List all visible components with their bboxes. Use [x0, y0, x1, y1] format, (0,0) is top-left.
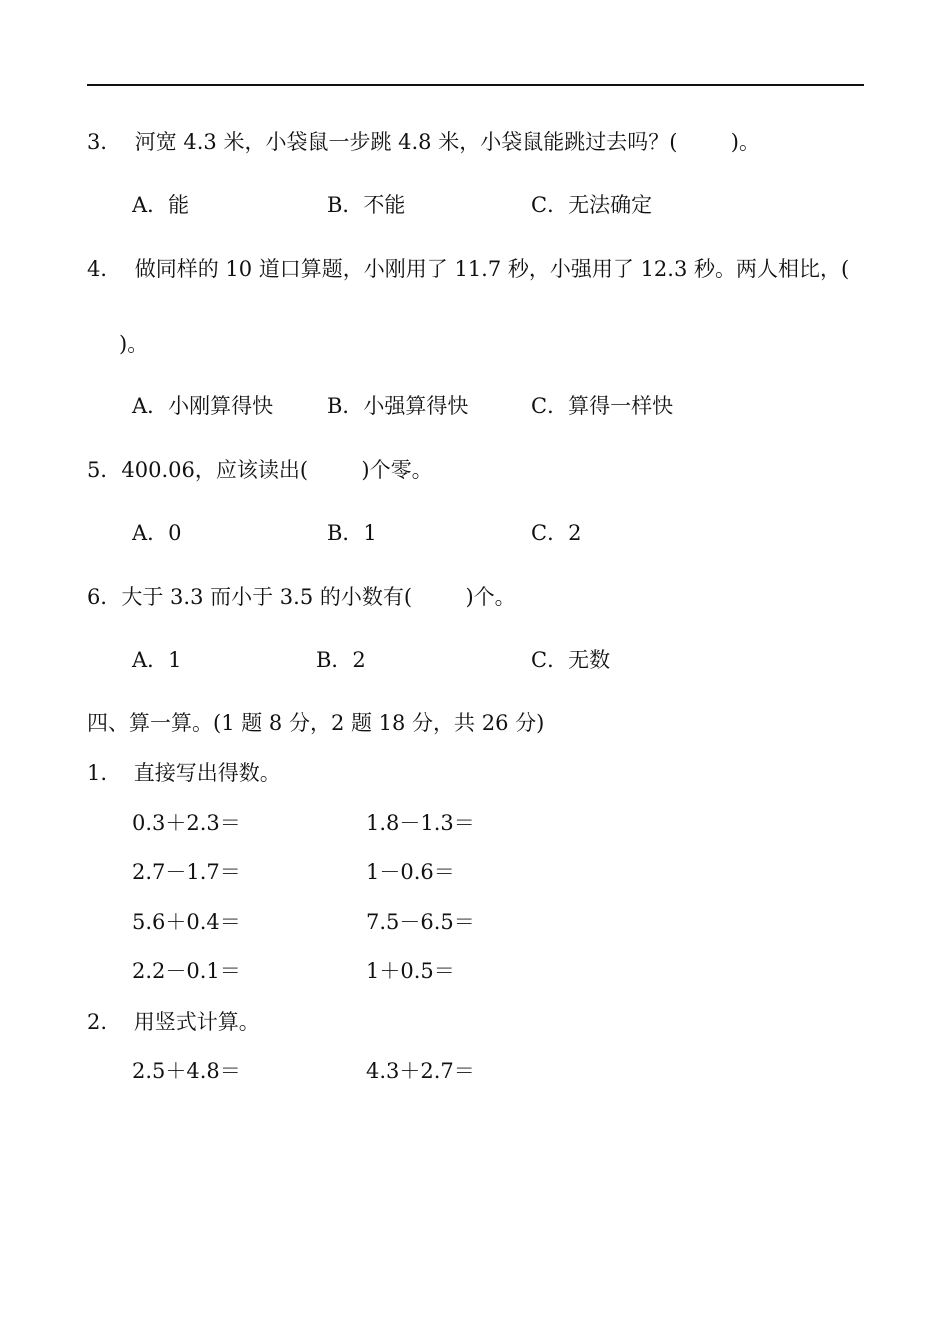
top-rule [87, 84, 864, 86]
question-5: 5．400.06，应该读出( )个零。 [87, 458, 433, 482]
question-6: 6．大于 3.3 而小于 3.5 的小数有( )个。 [87, 585, 516, 609]
calc-item: 0.3＋2.3＝ [132, 811, 241, 835]
calc-item: 2.2－0.1＝ [132, 959, 241, 983]
calc-item: 5.6＋0.4＝ [132, 910, 241, 934]
vertical-calc-item: 2.5＋4.8＝ [132, 1059, 241, 1083]
vertical-calc-item: 4.3＋2.7＝ [366, 1059, 475, 1083]
question-4-line2: )。 [119, 332, 149, 356]
section-4-sub2-label: 2. 用竖式计算。 [87, 1010, 260, 1034]
section-4-title: 四、算一算。(1 题 8 分，2 题 18 分，共 26 分) [87, 711, 545, 735]
q5-option-a: A．0 [132, 521, 182, 545]
q6-option-b: B．2 [316, 648, 366, 672]
calc-item: 1＋0.5＝ [366, 959, 455, 983]
question-3: 3． 河宽 4.3 米，小袋鼠一步跳 4.8 米，小袋鼠能跳过去吗？( )。 [87, 130, 760, 154]
calc-item: 1－0.6＝ [366, 860, 455, 884]
calc-item: 1.8－1.3＝ [366, 811, 475, 835]
section-4-sub1-label: 1. 直接写出得数。 [87, 761, 281, 785]
q3-option-c: C．无法确定 [531, 193, 653, 217]
q4-option-a: A．小刚算得快 [132, 394, 274, 418]
q6-option-c: C．无数 [531, 648, 611, 672]
q5-option-c: C．2 [531, 521, 582, 545]
q4-option-c: C．算得一样快 [531, 394, 674, 418]
calc-item: 7.5－6.5＝ [366, 910, 475, 934]
q3-option-a: A．能 [132, 193, 190, 217]
q5-option-b: B．1 [327, 521, 377, 545]
calc-item: 2.7－1.7＝ [132, 860, 241, 884]
question-4-line1: 4． 做同样的 10 道口算题，小刚用了 11.7 秒，小强用了 12.3 秒。两人相比，( [87, 257, 850, 281]
q4-option-b: B．小强算得快 [327, 394, 469, 418]
q6-option-a: A．1 [132, 648, 182, 672]
q3-option-b: B．不能 [327, 193, 406, 217]
